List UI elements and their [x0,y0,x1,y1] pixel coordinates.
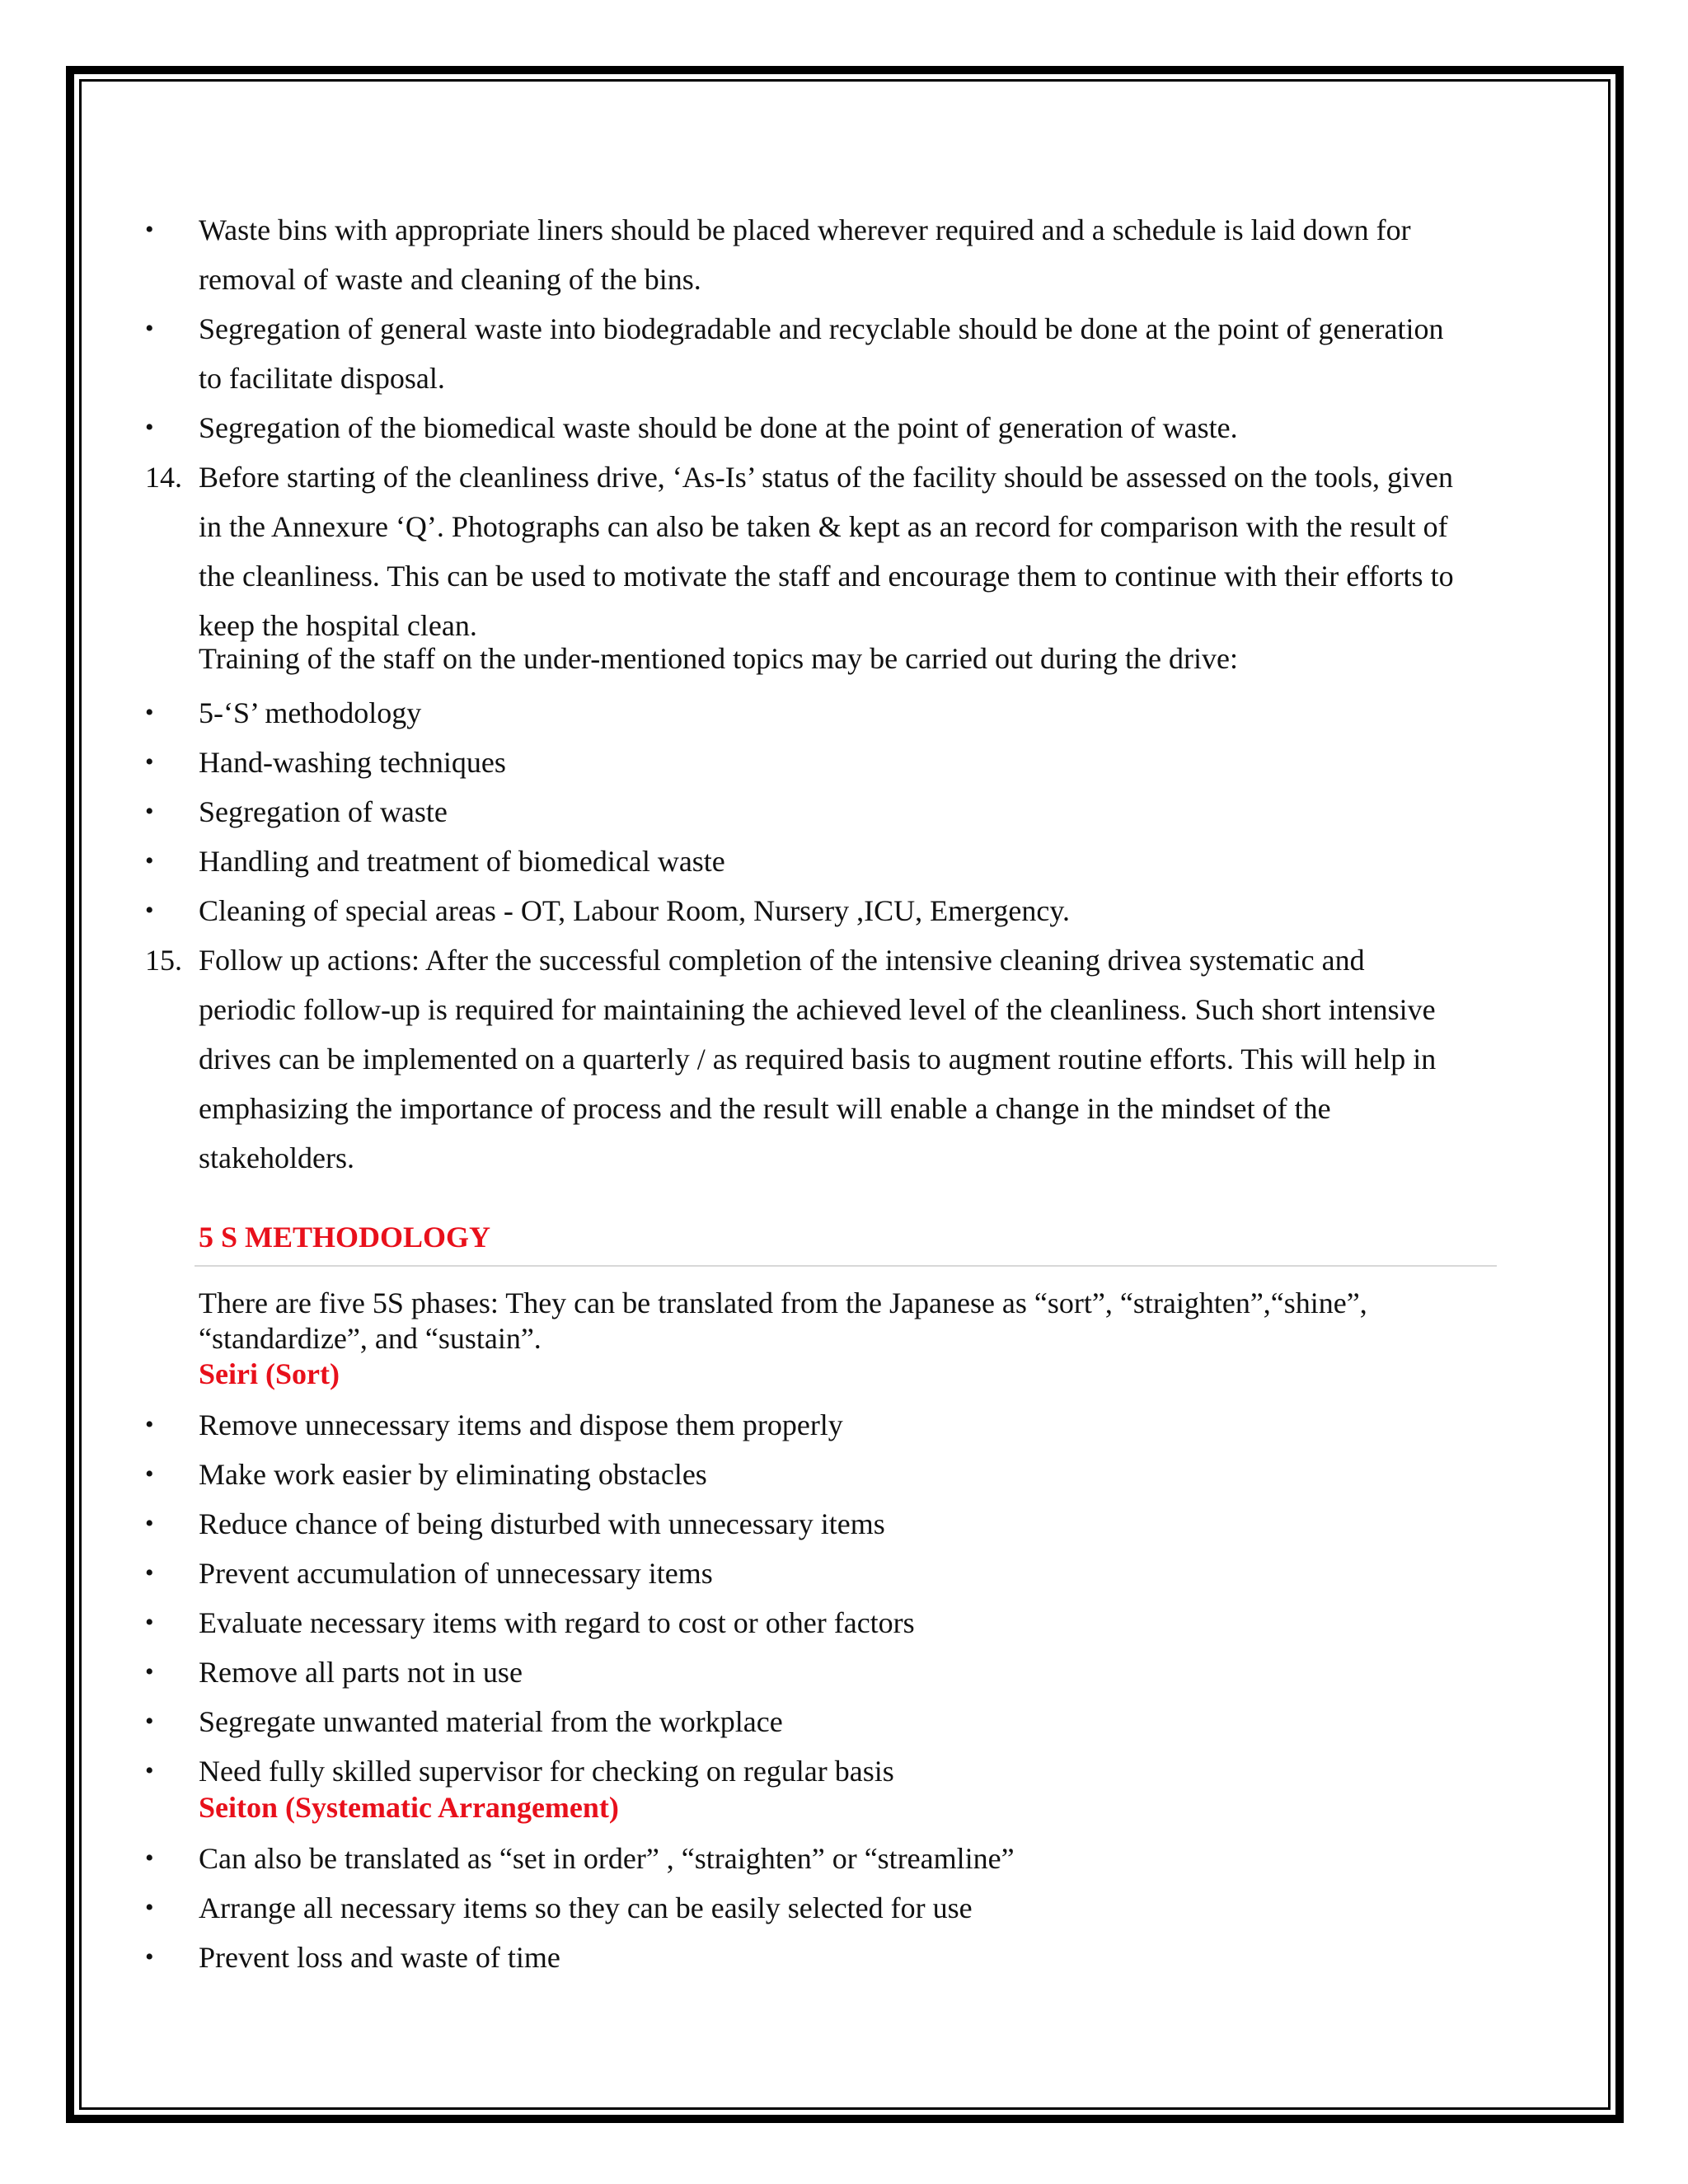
bullet-text-cont: removal of waste and cleaning of the bins. [199,263,701,296]
bullet-icon: • [145,1844,154,1872]
bullet-icon: • [145,216,154,243]
item-14-line: keep the hospital clean. [199,609,477,642]
bullet-icon: • [145,1559,154,1586]
bullet-icon: • [145,1609,154,1636]
seiton-item: Prevent loss and waste of time [199,1941,560,1974]
bullet-icon: • [145,798,154,825]
seiri-item: Make work easier by eliminating obstacles [199,1458,707,1491]
bullet-icon: • [145,699,154,726]
training-topic: Hand-washing techniques [199,746,506,779]
methodology-intro: “standardize”, and “sustain”. [199,1322,542,1355]
item-14-line: Before starting of the cleanliness drive, ‘As-Is’ status of the facility should be assessed on the tools, given [199,461,1453,494]
item-15-line: periodic follow-up is required for maintaining the achieved level of the cleanliness. Such short intensive [199,993,1436,1026]
subheading-seiton: Seiton (Systematic Arrangement) [199,1791,619,1824]
seiri-item: Evaluate necessary items with regard to cost or other factors [199,1606,915,1639]
bullet-icon: • [145,414,154,441]
seiri-item: Segregate unwanted material from the workplace [199,1705,783,1738]
bullet-icon: • [145,1757,154,1784]
training-topic: Cleaning of special areas - OT, Labour Room, Nursery ,ICU, Emergency. [199,894,1071,927]
seiri-item: Remove all parts not in use [199,1656,523,1689]
bullet-icon: • [145,897,154,924]
bullet-text: Segregation of general waste into biodegradable and recyclable should be done at the point of generation [199,312,1444,345]
item-15-line: stakeholders. [199,1141,354,1174]
bullet-icon: • [145,1894,154,1921]
bullet-icon: • [145,1411,154,1438]
training-intro: Training of the staff on the under-mentioned topics may be carried out during the drive: [199,642,1238,675]
bullet-text: Segregation of the biomedical waste should be done at the point of generation of waste. [199,411,1238,444]
bullet-icon: • [145,748,154,776]
item-14-line: in the Annexure ‘Q’. Photographs can also be taken & kept as an record for comparison with the result of [199,510,1448,543]
bullet-icon: • [145,1708,154,1735]
seiton-item: Can also be translated as “set in order” , “straighten” or “streamline” [199,1842,1015,1875]
bullet-icon: • [145,847,154,874]
bullet-icon: • [145,1510,154,1537]
bullet-icon: • [145,315,154,342]
training-topic: 5-‘S’ methodology [199,696,422,729]
training-topic: Segregation of waste [199,795,448,828]
bullet-icon: • [145,1658,154,1685]
training-topic: Handling and treatment of biomedical waste [199,845,725,878]
bullet-text: Waste bins with appropriate liners should be placed wherever required and a schedule is laid down for [199,213,1411,246]
item-15-line: drives can be implemented on a quarterly / as required basis to augment routine efforts. This will help in [199,1043,1437,1076]
item-number-14: 14. [145,461,182,494]
item-14-line: the cleanliness. This can be used to motivate the staff and encourage them to continue with their efforts to [199,560,1454,593]
bullet-text-cont: to facilitate disposal. [199,362,445,395]
seiri-item: Remove unnecessary items and dispose them properly [199,1408,843,1441]
seiri-item: Need fully skilled supervisor for checking on regular basis [199,1755,894,1788]
seiri-item: Prevent accumulation of unnecessary items [199,1557,713,1590]
item-15-line: Follow up actions: After the successful completion of the intensive cleaning drivea systematic and [199,944,1365,977]
section-heading: 5 S METHODOLOGY [199,1221,491,1254]
heading-divider [195,1265,1497,1267]
bullet-icon: • [145,1460,154,1488]
subheading-seiri: Seiri (Sort) [199,1357,340,1390]
seiri-item: Reduce chance of being disturbed with unnecessary items [199,1507,885,1540]
seiton-item: Arrange all necessary items so they can be easily selected for use [199,1891,973,1924]
bullet-icon: • [145,1943,154,1971]
item-15-line: emphasizing the importance of process and the result will enable a change in the mindset of the [199,1092,1331,1125]
methodology-intro: There are five 5S phases: They can be translated from the Japanese as “sort”, “straighten”,“shine”, [199,1286,1367,1319]
item-number-15: 15. [145,944,182,977]
